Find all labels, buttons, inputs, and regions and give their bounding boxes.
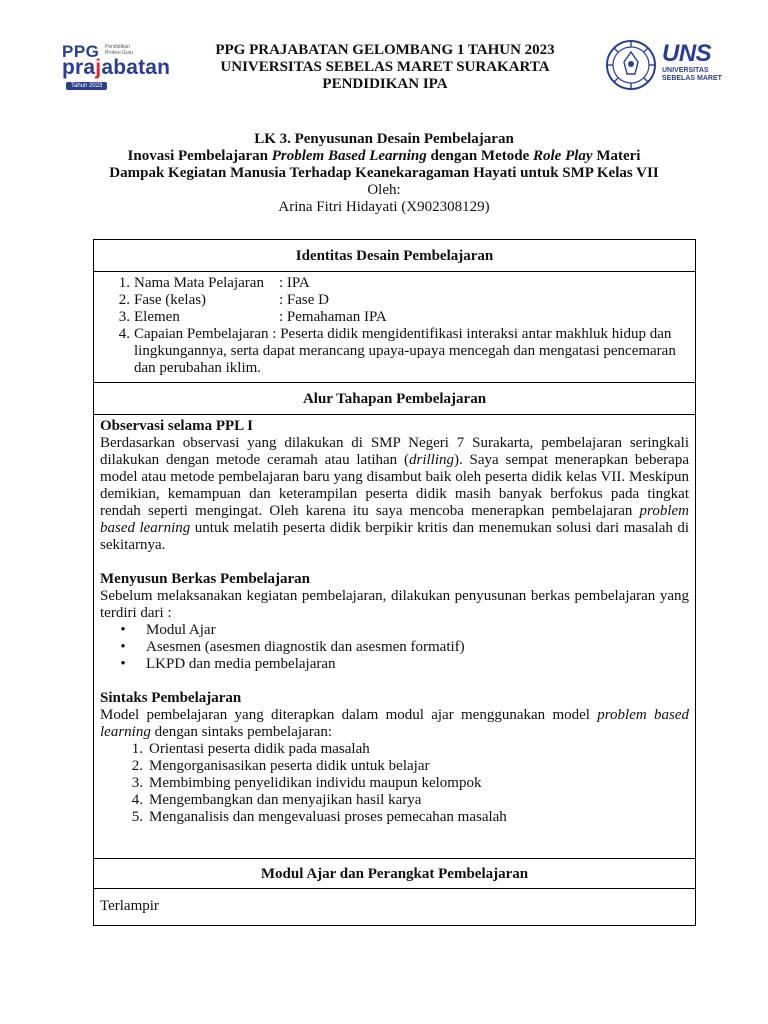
- list-item: • Asesmen (asesmen diagnostik dan asesmen formatif): [120, 639, 465, 655]
- design-table: [93, 239, 696, 926]
- list-item: 1. Orientasi peserta didik pada masalah: [131, 741, 370, 757]
- header-program: PPG PRAJABATAN GELOMBANG 1 TAHUN 2023: [215, 42, 555, 58]
- list-item: 4. Mengembangkan dan menyajikan hasil karya: [131, 792, 422, 808]
- observasi-title: Observasi selama PPL I: [100, 418, 253, 434]
- ppg-logo-subtext: Pendidikan Profesi Guru: [105, 44, 134, 56]
- header-university: UNIVERSITAS SEBELAS MARET SURAKARTA: [220, 59, 550, 75]
- title-by-label: Oleh:: [367, 182, 401, 198]
- uns-emblem-icon: [604, 38, 658, 92]
- list-item: 2. Mengorganisasikan peserta didik untuk belajar: [131, 758, 430, 774]
- prajabatan-logo-text: prajabatan: [62, 56, 171, 79]
- title-worksheet: LK 3. Penyusunan Desain Pembelajaran: [254, 131, 514, 147]
- header-department: PENDIDIKAN IPA: [322, 76, 448, 92]
- list-item: 5. Menganalisis dan mengevaluasi proses pemecahan masalah: [131, 809, 507, 825]
- observasi-paragraph: Berdasarkan observasi yang dilakukan di SMP Negeri 7 Surakarta, pembelajaran seringkali dilakukan dengan metode ceramah atau latihan (drilling). Saya sempat menerapkan beberapa model atau metode pembelajaran baru yang disambut baik oleh peserta didik kelas VII. Meskipun demikian, kemampuan dan keterampilan peserta didik masih banyak berfokus pada tingkat rendah seperti mengingat. Oleh karena itu saya mencoba menerapkan pembelajaran problem based learning untuk melatih peserta didik berpikir kritis dan menemukan solusi dari masalah di sekitarnya.: [100, 435, 689, 553]
- identitas-item: 3. Elemen : Pemahaman IPA: [118, 309, 387, 325]
- uns-logo-subtext: UNIVERSITAS SEBELAS MARET: [662, 67, 722, 82]
- title-innovation: Inovasi Pembelajaran Problem Based Learning dengan Metode Role Play Materi: [127, 148, 641, 164]
- uns-logo-text: UNS: [662, 40, 712, 67]
- identitas-capaian-cont: dan perubahan iklim.: [134, 360, 262, 376]
- identitas-content: [94, 272, 695, 383]
- berkas-paragraph: Sebelum melaksanakan kegiatan pembelajaran, dilakukan penyusunan berkas pembelajaran yang terdiri dari :: [100, 588, 689, 621]
- sintaks-paragraph: Model pembelajaran yang diterapkan dalam modul ajar menggunakan model problem based learning dengan sintaks pembelajaran:: [100, 707, 689, 740]
- identitas-item: 2. Fase (kelas) : Fase D: [118, 292, 329, 308]
- berkas-title: Menyusun Berkas Pembelajaran: [100, 571, 310, 587]
- ppg-prajabatan-logo: [62, 40, 172, 94]
- ppg-logo-year-badge: Tahun 2023: [66, 82, 107, 90]
- document-header: [190, 42, 580, 93]
- list-item: 3. Membimbing penyelidikan individu maupun kelompok: [131, 775, 482, 791]
- modul-content: Terlampir: [100, 898, 159, 914]
- title-topic: Dampak Kegiatan Manusia Terhadap Keanekaragaman Hayati untuk SMP Kelas VII: [109, 165, 659, 181]
- identitas-item: 1. Nama Mata Pelajaran : IPA: [118, 275, 310, 291]
- alur-heading: Alur Tahapan Pembelajaran: [94, 383, 695, 415]
- uns-logo: [604, 38, 734, 94]
- ppg-logo-text: PPG: [62, 42, 100, 61]
- document-title: [90, 131, 678, 216]
- alur-content: [94, 415, 695, 859]
- title-author: Arina Fitri Hidayati (X902308129): [278, 199, 490, 215]
- list-item: • LKPD dan media pembelajaran: [120, 656, 336, 672]
- list-item: • Modul Ajar: [120, 622, 216, 638]
- identitas-capaian-cont: lingkungannya, serta dapat merancang upaya-upaya mencegah dan mengatasi pencemaran: [134, 343, 676, 359]
- identitas-capaian: 4. Capaian Pembelajaran : Peserta didik mengidentifikasi interaksi antar makhluk hidup dan: [118, 326, 672, 342]
- modul-heading: Modul Ajar dan Perangkat Pembelajaran: [94, 859, 695, 889]
- sintaks-title: Sintaks Pembelajaran: [100, 690, 242, 706]
- identitas-heading: Identitas Desain Pembelajaran: [94, 240, 695, 272]
